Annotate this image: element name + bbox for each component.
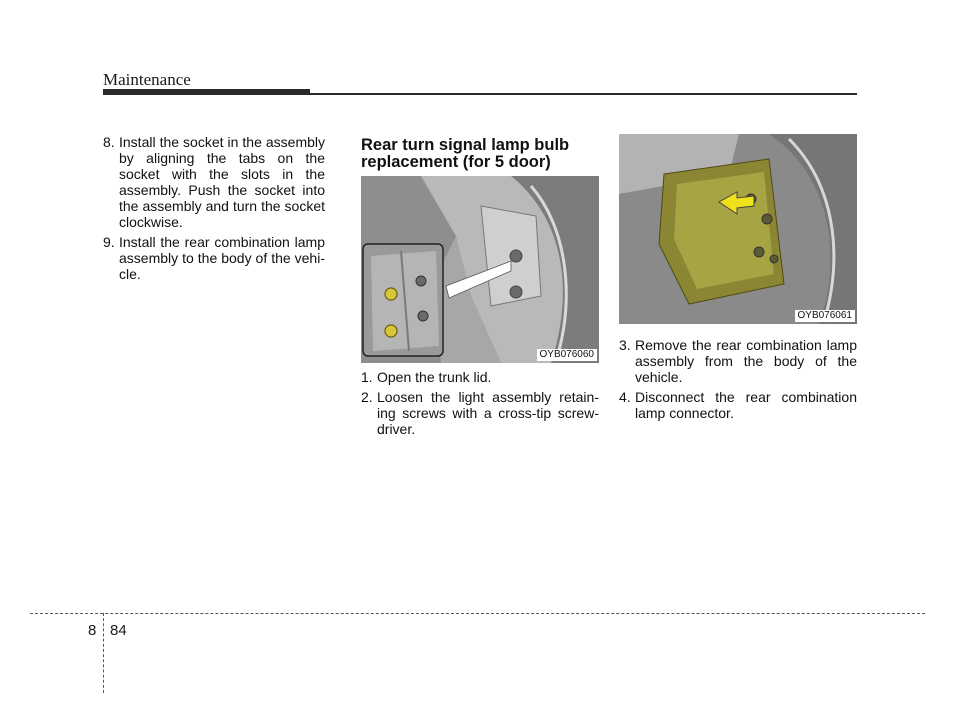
page-header-title: Maintenance bbox=[103, 70, 191, 89]
header-rule-thick bbox=[103, 89, 310, 95]
step-text: Loosen the light assembly retain-ing screws with a cross-tip screw-driver. bbox=[377, 389, 599, 437]
section-heading: Rear turn signal lamp bulb replacement (for 5 door) bbox=[361, 136, 570, 171]
figure-code: OYB076060 bbox=[537, 349, 598, 361]
footer-dashed-rule bbox=[30, 613, 925, 614]
step-4 bbox=[619, 389, 857, 421]
footer-dashed-divider bbox=[103, 613, 104, 693]
step-text: Disconnect the rear combination lamp connector. bbox=[635, 389, 857, 421]
column-1 bbox=[103, 134, 325, 286]
step-text: Remove the rear combination lamp assembly from the body of the vehicle. bbox=[635, 337, 857, 385]
step-3 bbox=[619, 337, 857, 385]
column-2 bbox=[361, 137, 599, 181]
step-2 bbox=[361, 389, 599, 437]
column-2-steps bbox=[361, 369, 599, 441]
lamp-screws-illustration bbox=[361, 176, 599, 363]
page-number: 84 bbox=[110, 622, 127, 639]
step-8 bbox=[103, 134, 325, 230]
chapter-number: 8 bbox=[88, 622, 97, 639]
step-9 bbox=[103, 234, 325, 282]
step-1 bbox=[361, 369, 599, 385]
step-number: 3. bbox=[619, 337, 631, 353]
column-3 bbox=[619, 337, 857, 425]
lamp-removal-illustration bbox=[619, 134, 857, 324]
figure-lamp-removal bbox=[619, 134, 857, 324]
figure-lamp-screws bbox=[361, 176, 599, 363]
step-number: 1. bbox=[361, 369, 373, 385]
figure-code: OYB076061 bbox=[795, 310, 856, 322]
header-rule-thin bbox=[310, 93, 857, 95]
step-text: Install the socket in the assembly by aligning the tabs on the socket with the slots in the assembly. Push the socket into the assembly and turn the socket clockwise. bbox=[119, 134, 325, 230]
step-number: 4. bbox=[619, 389, 631, 405]
step-text: Install the rear combination lamp assembly to the body of the vehi-cle. bbox=[119, 234, 325, 282]
step-text: Open the trunk lid. bbox=[377, 369, 492, 385]
step-number: 2. bbox=[361, 389, 373, 405]
step-number: 9. bbox=[103, 234, 115, 250]
step-number: 8. bbox=[103, 134, 115, 150]
